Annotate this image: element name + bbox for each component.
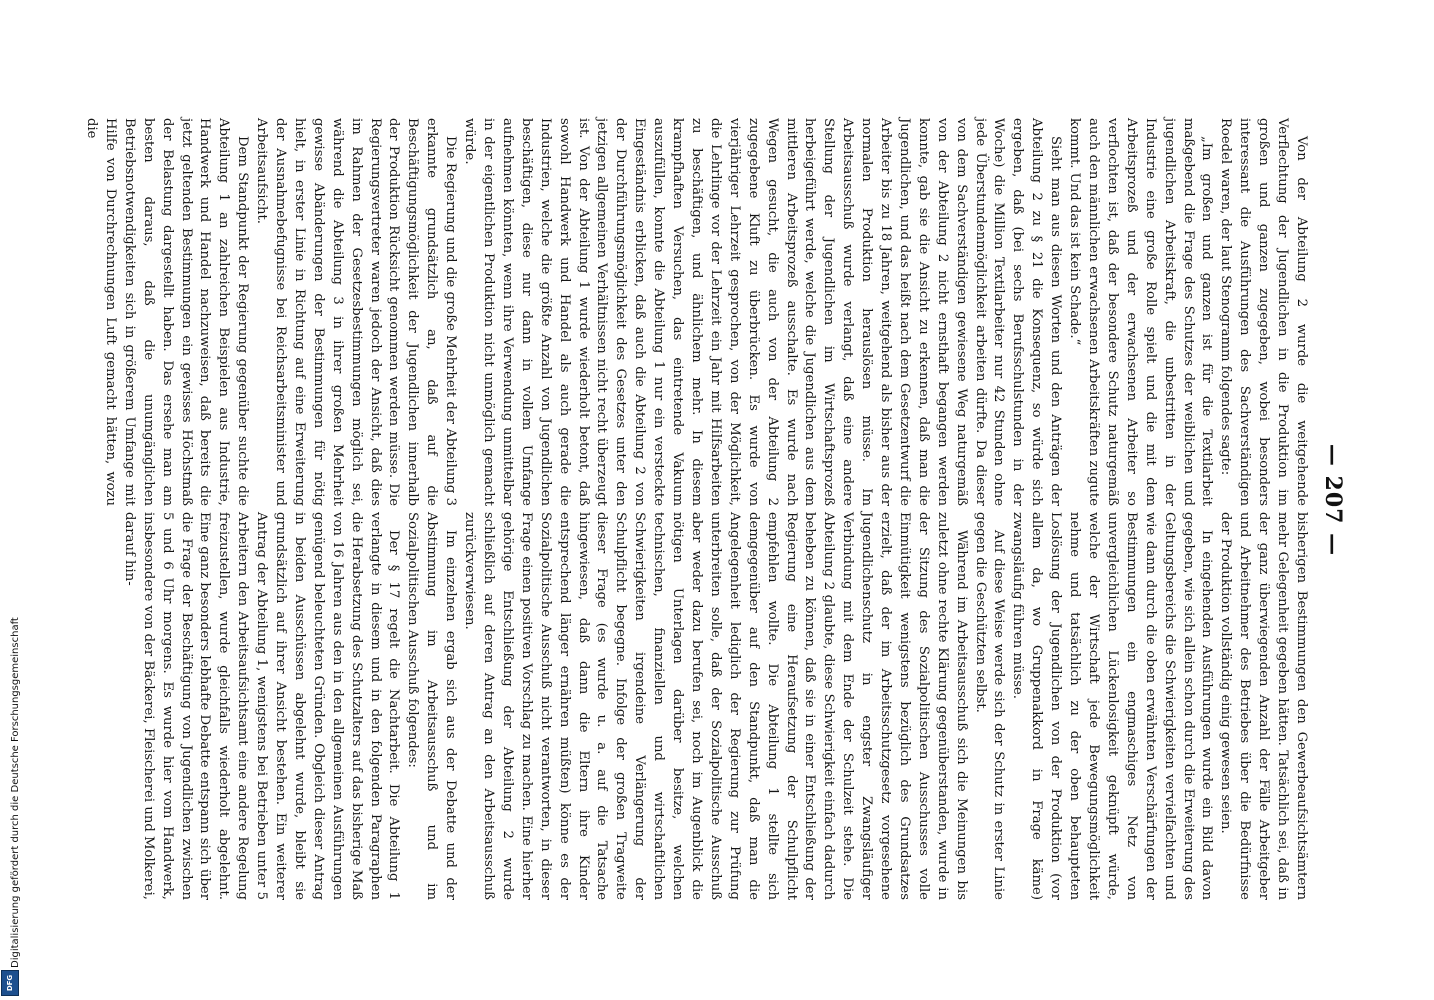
- paragraph: Die Regierung und die große Mehrheit der Abteilung 3 erkannte grundsätzlich an, daß auf die Beschäftigungsmöglichkeit der Jugendlichen innerhalb der Produktion Rücksicht genommen werden müsse. Die Regierungsvertreter waren jedoch der Ansicht, daß dies im Rahmen der Gesetzesbestimmungen möglich sei, während die Abteilung 3 in ihrer großen Mehrheit gewisse Abänderungen der Bestimmungen für nötig hielt, in erster Linie in Richtung auf eine Erweiterung der Ausnahmebefugnisse bei Reichsarbeitsminister und Arbeitsaufsicht.: [254, 118, 459, 506]
- paragraph: Von der Abteilung 2 wurde die weitgehende Verflechtung der Jugendlichen in die Produktion im großen und ganzen zugegeben, wobei besonders interessant die Ausführungen des Sachverständigen Roedel waren, der laut Stenogramm folgendes sagte:: [1218, 118, 1309, 506]
- paragraph-quote: „Im großen und ganzen ist für die Textilarbeit maßgebend die Frage des Schutzes der weiblichen und jugendlichen Arbeitskraft, die unbestritten in der Industrie eine große Rolle spielt und die mit dem Arbeitsprozeß und der erwachsenen Arbeiter so verflochten ist, daß der besondere Schutz naturgemäß auch den männlichen erwachsenen Arbeitskräften zugute kommt. Und das ist kein Schade.“: [1067, 118, 1215, 506]
- digitization-credit: [0, 0, 20, 1000]
- paragraph: Während im Arbeitsausschuß sich die Meinungen bis zuletzt ohne rechte Klärung gegenüberstanden, wurde in der Sitzung des Sozialpolitischen Ausschusses volle Einmütigkeit wenigstens bezüglich des Grundsatzes erzielt, daß der im Arbeitsschutzgesetz vorgesehene Jugendlichenschutz in engster Zwangsläufiger Verbindung mit dem Ende der Schulzeit stehe. Die Abteilung 2 glaubte, diese Schwierigkeit einfach dadurch beheben zu können, daß sie in einer Entschließung der Regierung eine Heraufsetzung der Schulpflicht empfehlen wollte. Die Abteilung 1 stellte sich demgegenüber auf den Standpunkt, daß man die Angelegenheit lediglich der Regierung zur Prüfung unterbreiten solle, daß der Sozialpolitische Ausschuß aber weder dazu berufen sei, noch im Augenblick die nötigen Unterlagen darüber besitze, welchen technischen, finanziellen und wirtschaftlichen Schwierigkeiten irgendeine Verlängerung der Schulpflicht begegne. Infolge der großen Tragweite dieser Frage (es wurde u. a. auf die Tatsache hingewiesen, daß dann die Eltern ihre Kinder entsprechend länger ernähren müßten) könne es der Sozialpolitische Ausschuß nicht verantworten, in dieser Frage einen positiven Vorschlag zu machen. Eine hierher gehörige Entschließung der Abteilung 2 wurde schließlich auf deren Antrag an den Arbeitsausschuß zurückverwiesen.: [462, 512, 969, 900]
- paragraph: In eingehenden Ausführungen wurde ein Bild davon gegeben, wie sich allein schon durch die Erweiterung des Geltungsbereichs die Schwierigkeiten vervielfachten und wie dann durch die oben erwähnten Verschärfungen der Bestimmungen ein engmaschiges Netz von unvergleichlichen Lückenlosigkeit geknüpft würde, welche der Wirtschaft jede Bewegungsmöglichkeit nehme und tatsächlich zu der oben behaupteten Loslösung der Jugendlichen von der Produktion (vor allem da, wo Gruppenakkord in Frage käme) zwangsläufig führen müsse.: [1010, 512, 1215, 900]
- text-column-right: [121, 512, 1310, 900]
- credit-text: Digitalisierung gefördert durch die Deutsche Forschungsgemeinschaft: [10, 617, 21, 968]
- paragraph: Sieht man aus diesen Worten und den Anträgen der Abteilung 2 zu § 21 die Konsequenz, so würde sich ergeben, daß (bei sechs Berufsschulstunden in der Woche) die Million Textilarbeiter nur 42 Stunden ohne jede Überstundenmöglichkeit arbeiten dürfte. Da dieser von dem Sachverständigen gewiesene Weg naturgemäß von der Abteilung 2 nicht ernsthaft begangen werden konnte, gab sie die Ansicht zu erkennen, daß man die Jugendlichen, und das heißt nach dem Gesetzentwurf die Arbeiter bis zu 18 Jahren, weitgehend als bisher aus der normalen Produktion herauslösen müsse. Im Arbeitsausschuß wurde verlangt, daß eine andere Stellung der Jugendlichen im Wirtschaftsprozeß herbeigeführt werde, welche die Jugendlichen aus dem mittleren Arbeitsprozeß ausschalte. Es wurde nach Wegen gesucht, die auch von der Abteilung 2 zugegebene Kluft zu überbrücken. Es wurde von vierjähriger Lehrzeit gesprochen, von der Möglichkeit, die Lehrlinge vor der Lehrzeit ein Jahr mit Hilfsarbeiten zu beschäftigen, und ähnlichem mehr. In diesem krampfhaften Versuchen, das eintretende Vakuum auszufüllen, konnte die Abteilung 1 nur ein versteckte Eingeständnis erblicken, daß auch die Abteilung 2 von der Durchführungsmöglichkeit des Gesetzes unter den jetzigen allgemeinen Verhältnissen nicht recht überzeugt ist. Von der Abteilung 1 wurde wiederholt betont, daß sowohl Handwerk und Handel als auch gerade die Industrien, welche die größte Anzahl von Jugendlichen beschäftigen, diese nur dann in vollem Umfange aufnehmen könnten, wenn ihre Verwendung unmittelbar in der eigentlichen Produktion nicht unmöglich gemacht würde.: [462, 118, 1064, 506]
- dfg-logo-icon: [1, 970, 19, 996]
- paragraph: Dem Standpunkt der Regierung gegenüber suchte die Abteilung 1 an zahlreichen Beispielen aus Industrie, Handwerk und Handel nachzuweisen, daß bereits die jetzt geltenden Bestimmungen ein gewisses Höchstmaß der Belastung dargestellt haben. Das ersehe man am besten daraus, daß die unumgänglichen Betriebsnotwendigkeiten sich in größerem Umfange mit Hilfe von Durchrechnungen Luft gemacht hätten, wozu die: [84, 118, 251, 506]
- page-number: — 207 —: [1320, 443, 1346, 557]
- text-column-left: [84, 118, 1310, 506]
- dfg-logo-label: DFG: [6, 974, 14, 992]
- paragraph: Auf diese Weise werde sich der Schutz in erster Linie gegen die Geschützten selbst.: [972, 512, 1007, 900]
- paragraph: Der § 17 regelt die Nachtarbeit. Die Abteilung 1 verlangte in diesem und in den folgenden Paragraphen die Herabsetzung des Schutzalters auf das bisherige Maß von 16 Jahren aus den in den allgemeinen Ausführungen genügend beleuchteten Gründen. Obgleich dieser Antrag in beiden Ausschüssen abgelehnt wurde, bleibt sie grundsätzlich auf ihrer Ansicht bestehen. Ein weiterer Antrag der Abteilung 1, wenigstens bei Betrieben unter 5 Arbeitern den Arbeitsaufsichtsamt eine andere Regelung freizustellen, wurde gleichfalls wiederholt abgelehnt. Eine ganz besonders lebhafte Debatte entspann sich über die Frage der Beschäftigung von Jugendlichen zwischen 5 und 6 Uhr morgens. Es wurde hier vom Handwerk, insbesondere von der Bäckerei, Fleischerei und Molkerei, darauf hin-: [121, 512, 402, 900]
- paragraph: bisherigen Bestimmungen den Gewerbeaufsichtsämtern mehr Gelegenheit gegeben hätten. Tatsächlich sei, daß in der ganz überwiegenden Anzahl der Fälle Arbeitgeber und Arbeitnehmer des Betriebes über die Bedürfnisse der Produktion vollständig einig gewesen seien.: [1218, 512, 1309, 900]
- paragraph: Im einzelnen ergab sich aus der Debatte und der Abstimmung im Arbeitsausschuß und im Sozialpolitischen Ausschuß folgendes:: [405, 512, 459, 900]
